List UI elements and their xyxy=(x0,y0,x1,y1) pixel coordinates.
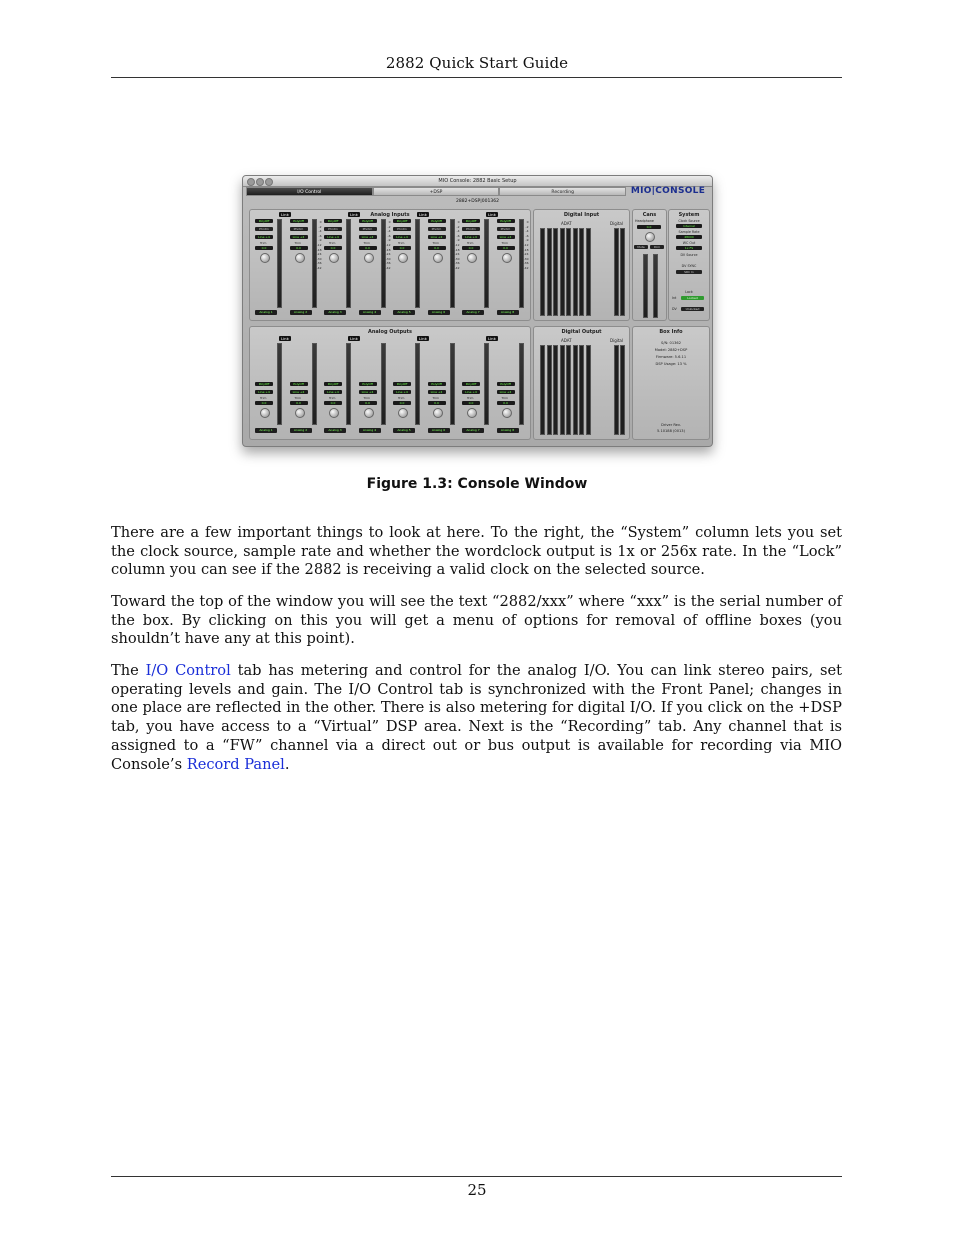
level-select[interactable]: Line +4 xyxy=(290,235,308,239)
paragraph-text: The xyxy=(111,662,146,679)
scale-tick-label: 0 xyxy=(388,220,391,224)
lock-label: Lock xyxy=(685,290,693,294)
page-header-title: 2882 Quick Start Guide xyxy=(385,54,569,72)
scale-tick-label: -12 xyxy=(385,242,391,247)
channel-meter xyxy=(450,343,455,425)
poly-off-toggle[interactable]: PolyOff xyxy=(462,219,480,223)
trim-value[interactable]: 0.0 xyxy=(393,246,411,250)
cans-panel xyxy=(632,209,667,321)
trim-knob[interactable] xyxy=(364,253,374,263)
scale-tick-label: -18 xyxy=(523,247,529,252)
digital-meter xyxy=(614,228,619,316)
adat-meter xyxy=(573,345,578,435)
paragraph-box-serial: Toward the top of the window you will see the text “2882/xxx” where “xxx” is the serial number of the box. By clicking on this you will get a menu of options for removal of offline boxes (you shouldn’t have any at this point). xyxy=(111,593,842,648)
box-info-title: Box Info xyxy=(659,329,683,335)
poly-off-toggle[interactable]: PolyOff xyxy=(324,219,342,223)
wc-out-label: WC Out xyxy=(682,241,696,245)
link-button[interactable]: Link xyxy=(281,336,289,341)
trim-value[interactable]: 0.0 xyxy=(428,246,446,250)
trim-label: Trim xyxy=(501,241,508,245)
scale-tick-label: -18 xyxy=(454,247,460,252)
adat-meter xyxy=(560,228,565,316)
poly-off-toggle[interactable]: PolyOff xyxy=(393,382,411,386)
scale-tick-label: -30 xyxy=(385,256,391,261)
link-button[interactable]: Link xyxy=(350,212,358,217)
trim-value[interactable]: 0.0 xyxy=(359,401,377,405)
scale-tick-label: -42 xyxy=(523,265,529,270)
digital-output-panel xyxy=(533,326,630,440)
adat-output-label: ADAT xyxy=(561,338,572,343)
paragraph-text: . xyxy=(284,755,290,773)
adat-meter xyxy=(566,345,571,435)
trim-label: Trim xyxy=(363,396,370,400)
channel-name: Analog 8 xyxy=(497,428,519,433)
meter-scale xyxy=(383,220,391,271)
trim-knob[interactable] xyxy=(398,408,408,418)
trim-label: Trim xyxy=(294,241,301,245)
level-select[interactable]: Line +4 xyxy=(255,235,273,239)
scale-tick-label: -6 xyxy=(387,233,391,238)
link-button[interactable]: Link xyxy=(281,212,289,217)
poly-off-toggle[interactable]: PolyOff xyxy=(428,219,446,223)
level-select[interactable]: Line +4 xyxy=(324,390,342,394)
digital-input-title: Digital Input xyxy=(563,212,600,218)
channel-name: Analog 2 xyxy=(290,310,312,315)
trim-label: Trim xyxy=(432,396,439,400)
poly-off-toggle[interactable]: PolyOff xyxy=(290,219,308,223)
system-title: System xyxy=(678,212,700,218)
scale-tick-label: -9 xyxy=(456,238,460,243)
scale-tick-label: -6 xyxy=(318,233,322,238)
box-info-panel xyxy=(632,326,710,440)
level-select[interactable]: Line +4 xyxy=(428,390,446,394)
phantom-toggle[interactable]: Phntm xyxy=(393,227,411,231)
trim-knob[interactable] xyxy=(398,253,408,263)
channel-meter xyxy=(415,343,420,425)
adat-meter xyxy=(579,228,584,316)
adat-input-label: ADAT xyxy=(561,221,572,226)
channel-name: Analog 1 xyxy=(255,428,277,433)
link-button[interactable]: Link xyxy=(488,336,496,341)
trim-label: Trim xyxy=(398,241,405,245)
src-in-button[interactable]: SRC In xyxy=(676,270,702,274)
level-select[interactable]: Line +4 xyxy=(290,390,308,394)
channel-meter xyxy=(484,343,489,425)
mute-button[interactable]: Mute xyxy=(634,245,648,249)
trim-knob[interactable] xyxy=(502,408,512,418)
level-select[interactable]: Line +4 xyxy=(393,390,411,394)
phantom-toggle[interactable]: Phntm xyxy=(290,227,308,231)
trim-value[interactable]: 0.0 xyxy=(428,401,446,405)
sample-rate-select[interactable]: 48000 xyxy=(676,235,702,239)
trim-knob[interactable] xyxy=(260,253,270,263)
scale-tick-label: -42 xyxy=(454,265,460,270)
poly-off-toggle[interactable]: PolyOff xyxy=(255,219,273,223)
meter-scale xyxy=(521,220,529,271)
channel-meter xyxy=(381,343,386,425)
poly-off-toggle[interactable]: PolyOff xyxy=(359,382,377,386)
driver-rev-label: Driver Rev. xyxy=(661,423,681,427)
sample-rate-label: Sample Rate xyxy=(678,230,700,234)
record-panel-link[interactable]: Record Panel xyxy=(186,755,285,773)
io-control-link[interactable]: I/O Control xyxy=(145,662,231,679)
adat-meter xyxy=(553,345,558,435)
adat-meter xyxy=(547,228,552,316)
mio-console-logo: MIO|CONSOLE xyxy=(630,186,706,196)
scale-tick-label: -6 xyxy=(456,233,460,238)
meter-scale xyxy=(452,220,460,271)
level-select[interactable]: Line +4 xyxy=(462,390,480,394)
adat-meter xyxy=(586,345,591,435)
scale-tick-label: -12 xyxy=(523,242,529,247)
channel-name: Analog 8 xyxy=(497,310,519,315)
digital-meter xyxy=(620,345,625,435)
trim-value[interactable]: 0.0 xyxy=(359,246,377,250)
channel-meter xyxy=(415,219,420,308)
adat-meter xyxy=(566,228,571,316)
poly-off-toggle[interactable]: PolyOff xyxy=(393,219,411,223)
firmware: Firmware: 5.6.11 xyxy=(655,355,687,359)
channel-name: Analog 4 xyxy=(359,428,381,433)
poly-off-toggle[interactable]: PolyOff xyxy=(255,382,273,386)
tab-dsp[interactable]: +DSP xyxy=(373,187,500,196)
poly-off-toggle[interactable]: PolyOff xyxy=(290,382,308,386)
level-select[interactable]: Line +4 xyxy=(462,235,480,239)
system-panel xyxy=(668,209,710,321)
trim-label: Trim xyxy=(329,396,336,400)
channel-name: Analog 7 xyxy=(462,428,484,433)
phantom-toggle[interactable]: Phntm xyxy=(462,227,480,231)
analog-outputs-title: Analog Outputs xyxy=(368,329,412,335)
scale-tick-label: -2 xyxy=(387,224,391,229)
trim-knob[interactable] xyxy=(502,253,512,263)
headphone-level-value[interactable]: 0.0 xyxy=(637,225,661,229)
trim-label: Trim xyxy=(363,241,370,245)
channel-name: Analog 1 xyxy=(255,310,277,315)
link-button[interactable]: Link xyxy=(419,336,427,341)
level-select[interactable]: Line +4 xyxy=(324,235,342,239)
trim-label: Trim xyxy=(432,241,439,245)
channel-name: Analog 6 xyxy=(428,428,450,433)
scale-tick-label: -4 xyxy=(456,229,460,234)
channel-name: Analog 3 xyxy=(324,310,346,315)
scale-tick-label: -36 xyxy=(454,261,460,266)
trim-label: Trim xyxy=(398,396,405,400)
trim-label: Trim xyxy=(329,241,336,245)
window-title: MIO Console: 2882 Basic Setup xyxy=(438,178,517,184)
trim-knob[interactable] xyxy=(295,408,305,418)
page-number: 25 xyxy=(467,1181,487,1199)
scale-tick-label: -9 xyxy=(387,238,391,243)
clock-source-select[interactable]: Internal xyxy=(676,224,702,228)
dv-lock-label: DV xyxy=(672,307,677,311)
trim-value[interactable]: 0.0 xyxy=(462,246,480,250)
level-select[interactable]: Line +4 xyxy=(497,235,515,239)
scale-tick-label: -24 xyxy=(523,252,529,257)
dv-sync-label: DV SYNC xyxy=(681,264,697,268)
analog-outputs-panel xyxy=(249,326,531,440)
trim-value[interactable]: 0.0 xyxy=(290,246,308,250)
serial-number: S/N: 01362 xyxy=(661,341,681,345)
scale-tick-label: -30 xyxy=(523,256,529,261)
paragraph-io-control xyxy=(111,662,842,774)
digital-meter xyxy=(620,228,625,316)
channel-meter xyxy=(277,219,282,308)
level-select[interactable]: Line +4 xyxy=(428,235,446,239)
trim-value[interactable]: 0.0 xyxy=(462,401,480,405)
scale-tick-label: -4 xyxy=(525,229,529,234)
scale-tick-label: 0 xyxy=(319,220,322,224)
channel-meter xyxy=(346,219,351,308)
adat-meter xyxy=(540,345,545,435)
trim-value[interactable]: 0.0 xyxy=(324,246,342,250)
console-window-screenshot xyxy=(242,175,713,447)
level-select[interactable]: Line +4 xyxy=(393,235,411,239)
digital-meter xyxy=(614,345,619,435)
scale-tick-label: -42 xyxy=(316,265,322,270)
digital-input-sub-label: Digital xyxy=(610,221,623,226)
trim-knob[interactable] xyxy=(364,408,374,418)
tab-io-control[interactable]: I/O Control xyxy=(246,187,373,196)
figure-caption: Figure 1.3: Console Window xyxy=(366,476,588,492)
trim-value[interactable]: 0.0 xyxy=(255,401,273,405)
adat-meter xyxy=(573,228,578,316)
scale-tick-label: -36 xyxy=(385,261,391,266)
paragraph-text: tab has metering and control for the analog I/O. You can link stereo pairs, set operating levels and gain. The I/O Control tab is synchronized with the Front Panel; changes in one place are reflected in the other. There is also metering for digital I/O. If you click on the +DSP tab, you have access to a “Virtual” DSP area. Next is the “Recording” tab. Any channel that is assigned to a “FW” channel via a direct out or bus output is available for recording via MIO Console’s xyxy=(111,662,842,773)
adat-meter xyxy=(553,228,558,316)
scale-tick-label: -12 xyxy=(454,242,460,247)
scale-tick-label: -2 xyxy=(318,224,322,229)
phantom-toggle[interactable]: Phntm xyxy=(359,227,377,231)
trim-label: Trim xyxy=(260,241,267,245)
adat-meter xyxy=(547,345,552,435)
meter-scale xyxy=(314,220,322,271)
channel-meter xyxy=(484,219,489,308)
adat-meter xyxy=(560,345,565,435)
scale-tick-label: -18 xyxy=(316,247,322,252)
channel-name: Analog 7 xyxy=(462,310,484,315)
int-lock-label: Int xyxy=(672,296,677,300)
trim-label: Trim xyxy=(501,396,508,400)
scale-tick-label: -9 xyxy=(318,238,322,243)
poly-off-toggle[interactable]: PolyOff xyxy=(497,219,515,223)
dsp-usage: DSP Usage: 13 % xyxy=(655,362,687,366)
link-button[interactable]: Link xyxy=(419,212,427,217)
footer-rule xyxy=(111,1176,842,1177)
paragraph-system-column: There are a few important things to look at here. To the right, the “System” column lets you set the clock source, sample rate and whether the wordclock output is 1x or 256x rate. In the “Lock” column you can see if the 2882 is receiving a valid clock on the selected source. xyxy=(111,524,842,579)
scale-tick-label: -24 xyxy=(454,252,460,257)
trim-label: Trim xyxy=(467,396,474,400)
trim-label: Trim xyxy=(467,241,474,245)
headphone-label: Headphone xyxy=(635,219,654,223)
trim-label: Trim xyxy=(294,396,301,400)
wc-out-select[interactable]: 1x FS xyxy=(676,246,702,250)
channel-meter xyxy=(346,343,351,425)
poly-off-toggle[interactable]: PolyOff xyxy=(324,382,342,386)
scale-tick-label: -4 xyxy=(387,229,391,234)
poly-off-toggle[interactable]: PolyOff xyxy=(428,382,446,386)
channel-name: Analog 2 xyxy=(290,428,312,433)
adat-meter xyxy=(586,228,591,316)
channel-meter xyxy=(277,343,282,425)
adat-meter xyxy=(540,228,545,316)
channel-meter xyxy=(519,343,524,425)
trim-knob[interactable] xyxy=(329,408,339,418)
box-selector[interactable]: 2882+DSP|001362 xyxy=(456,199,499,204)
channel-meter xyxy=(312,343,317,425)
model: Model: 2882+DSP xyxy=(654,348,688,352)
digital-input-panel xyxy=(533,209,630,321)
trim-value[interactable]: 0.0 xyxy=(393,401,411,405)
level-select[interactable]: Line +4 xyxy=(497,390,515,394)
channel-name: Analog 3 xyxy=(324,428,346,433)
scale-tick-label: -2 xyxy=(525,224,529,229)
scale-tick-label: -30 xyxy=(316,256,322,261)
tab-bar xyxy=(246,187,626,196)
scale-tick-label: -2 xyxy=(456,224,460,229)
trim-knob[interactable] xyxy=(467,253,477,263)
digital-output-title: Digital Output xyxy=(561,329,602,335)
trim-value[interactable]: 0.0 xyxy=(324,401,342,405)
trim-knob[interactable] xyxy=(433,253,443,263)
clock-source-label: Clock Source xyxy=(678,219,700,223)
phantom-toggle[interactable]: Phntm xyxy=(324,227,342,231)
poly-off-toggle[interactable]: PolyOff xyxy=(497,382,515,386)
analog-inputs-title: Analog Inputs xyxy=(370,212,410,218)
channel-name: Analog 4 xyxy=(359,310,381,315)
trim-knob[interactable] xyxy=(295,253,305,263)
level-select[interactable]: Line +4 xyxy=(359,390,377,394)
scale-tick-label: -12 xyxy=(316,242,322,247)
driver-rev: 5.10188 (0013) xyxy=(657,429,685,433)
channel-name: Analog 5 xyxy=(393,310,415,315)
cans-title: Cans xyxy=(642,212,657,218)
scale-tick-label: -36 xyxy=(316,261,322,266)
int-lock-status: Locked xyxy=(681,296,704,300)
phantom-toggle[interactable]: Phntm xyxy=(428,227,446,231)
scale-tick-label: -18 xyxy=(385,247,391,252)
dim-button[interactable]: Dim xyxy=(650,245,664,249)
trim-knob[interactable] xyxy=(467,408,477,418)
headphone-knob[interactable] xyxy=(645,232,655,242)
scale-tick-label: -6 xyxy=(525,233,529,238)
digital-output-sub-label: Digital xyxy=(610,338,623,343)
channel-name: Analog 6 xyxy=(428,310,450,315)
scale-tick-label: 0 xyxy=(526,220,529,224)
scale-tick-label: -24 xyxy=(316,252,322,257)
link-button[interactable]: Link xyxy=(350,336,358,341)
trim-value[interactable]: 0.0 xyxy=(290,401,308,405)
level-select[interactable]: Line +4 xyxy=(359,235,377,239)
phantom-toggle[interactable]: Phntm xyxy=(255,227,273,231)
cans-meter-left xyxy=(643,254,648,318)
trim-value[interactable]: 0.0 xyxy=(497,246,515,250)
scale-tick-label: -42 xyxy=(385,265,391,270)
scale-tick-label: -4 xyxy=(318,229,322,234)
poly-off-toggle[interactable]: PolyOff xyxy=(462,382,480,386)
trim-value[interactable]: 0.0 xyxy=(255,246,273,250)
analog-inputs-panel xyxy=(249,209,531,321)
channel-name: Analog 5 xyxy=(393,428,415,433)
scale-tick-label: -30 xyxy=(454,256,460,261)
scale-tick-label: -36 xyxy=(523,261,529,266)
trim-label: Trim xyxy=(260,396,267,400)
header-rule xyxy=(111,77,842,78)
trim-knob[interactable] xyxy=(329,253,339,263)
trim-knob[interactable] xyxy=(260,408,270,418)
scale-tick-label: 0 xyxy=(457,220,460,224)
scale-tick-label: -9 xyxy=(525,238,529,243)
adat-meter xyxy=(579,345,584,435)
trim-knob[interactable] xyxy=(433,408,443,418)
link-button[interactable]: Link xyxy=(488,212,496,217)
scale-tick-label: -24 xyxy=(385,252,391,257)
level-select[interactable]: Line +4 xyxy=(255,390,273,394)
poly-off-toggle[interactable]: PolyOff xyxy=(359,219,377,223)
dv-lock-status: Unlocked xyxy=(681,307,704,311)
dv-source-label: DV Source xyxy=(680,253,698,257)
tab-recording[interactable]: Recording xyxy=(499,187,626,196)
trim-value[interactable]: 0.0 xyxy=(497,401,515,405)
cans-meter-right xyxy=(653,254,658,318)
phantom-toggle[interactable]: Phntm xyxy=(497,227,515,231)
